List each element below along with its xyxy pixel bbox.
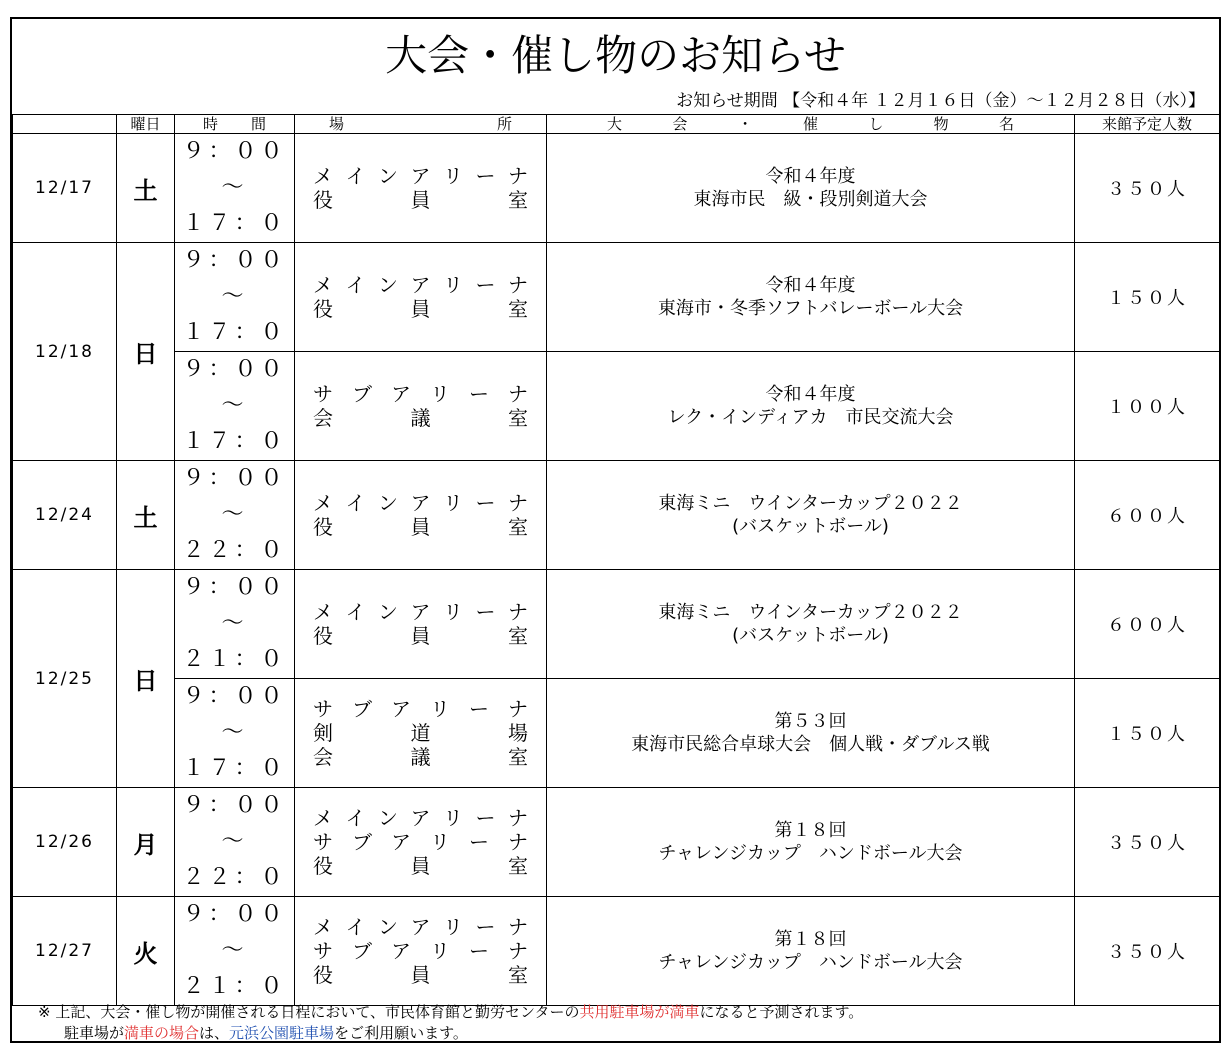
header-time: 時 間 [175,115,295,134]
expected-attendance: ３５０人 [1075,788,1220,897]
place-line: 会 議 室 [313,745,528,769]
place-line: 役 員 室 [313,624,528,648]
place-line: メ イ ン ア リ ー ナ [313,164,528,188]
header-place: 場 所 [295,115,547,134]
place-line: 会 議 室 [313,406,528,430]
event-name-line: 第１８回 [774,820,847,841]
event-place [295,352,547,461]
event-table-body [13,134,1220,1006]
expected-attendance: １５０人 [1075,243,1220,352]
event-date: 12/26 [13,788,117,897]
place-line: 役 員 室 [313,963,528,987]
note-line-1: ※ 上記、大会・催し物が開催される日程において、市民体育館と勤労センターの共用駐車場が満車になると予測されます。 [38,1003,864,1021]
event-place [295,461,547,570]
place-line: サ ブ ア リ ー ナ [313,830,528,854]
event-time [175,461,295,570]
time-end: ２１：０ [182,974,287,999]
expected-attendance: ３５０人 [1075,897,1220,1006]
table-row [13,352,1220,461]
expected-attendance: ６００人 [1075,570,1220,679]
event-name-line: 東海市民 級・段別剣道大会 [693,189,928,210]
event-weekday: 日 [117,570,175,788]
event-date: 12/18 [13,243,117,461]
event-name [547,461,1075,570]
expected-attendance: ６００人 [1075,461,1220,570]
event-name-line: 第５３回 [774,711,847,732]
header-dow: 曜日 [117,115,175,134]
time-end: １７：０ [182,320,287,345]
page-title: 大会・催し物のお知らせ [385,31,846,80]
notice-frame [10,17,1221,1043]
time-separator: 〜 [221,284,248,309]
place-line: 役 員 室 [313,188,528,212]
note-line-2: 駐車場が満車の場合は、元浜公園駐車場をご利用願います。 [64,1024,468,1042]
place-line: メ イ ン ア リ ー ナ [313,806,528,830]
event-date: 12/27 [13,897,117,1006]
expected-attendance: １５０人 [1075,679,1220,788]
header-date [13,115,117,134]
event-time [175,788,295,897]
place-line: サ ブ ア リ ー ナ [313,939,528,963]
parking-notes [38,1002,863,1044]
place-line: メ イ ン ア リ ー ナ [313,491,528,515]
time-end: １７：０ [182,756,287,781]
event-name-line: 第１８回 [774,929,847,950]
event-name-line: (バスケットボール) [732,625,889,646]
event-name [547,134,1075,243]
event-weekday: 土 [117,461,175,570]
event-place [295,134,547,243]
place-line: メ イ ン ア リ ー ナ [313,273,528,297]
event-time [175,570,295,679]
place-line: メ イ ン ア リ ー ナ [313,600,528,624]
time-start: ９：００ [182,575,287,600]
event-name [547,352,1075,461]
time-separator: 〜 [221,393,248,418]
time-end: １７：０ [182,211,287,236]
event-name-line: 東海ミニ ウインターカップ２０２２ [658,602,963,623]
table-row [13,134,1220,243]
time-separator: 〜 [221,502,248,527]
table-row [13,570,1220,679]
event-name [547,570,1075,679]
event-date: 12/17 [13,134,117,243]
event-name-line: 令和４年度 [765,275,856,296]
event-name-line: 令和４年度 [765,384,856,405]
event-name-line: 東海市民総合卓球大会 個人戦・ダブルス戦 [631,734,990,755]
event-time [175,243,295,352]
event-time [175,679,295,788]
time-start: ９：００ [182,793,287,818]
event-weekday: 日 [117,243,175,461]
time-end: ２２：０ [182,538,287,563]
time-end: ２１：０ [182,647,287,672]
time-separator: 〜 [221,720,248,745]
event-date: 12/25 [13,570,117,788]
event-name [547,679,1075,788]
time-start: ９：００ [182,357,287,382]
time-end: １７：０ [182,429,287,454]
place-line: 剣 道 場 [313,721,528,745]
event-time [175,352,295,461]
time-start: ９：００ [182,248,287,273]
event-name [547,897,1075,1006]
event-name-line: 令和４年度 [765,166,856,187]
event-name [547,243,1075,352]
place-line: 役 員 室 [313,297,528,321]
table-row [13,788,1220,897]
event-date: 12/24 [13,461,117,570]
header-event: 大 会 ・ 催 し 物 名 [547,115,1075,134]
time-separator: 〜 [221,611,248,636]
event-table [12,114,1220,1006]
time-separator: 〜 [221,938,248,963]
event-weekday: 月 [117,788,175,897]
event-name-line: レク・インディアカ 市民交流大会 [667,407,954,428]
time-start: ９：００ [182,902,287,927]
event-name-line: (バスケットボール) [732,516,889,537]
table-row [13,897,1220,1006]
event-name-line: 東海ミニ ウインターカップ２０２２ [658,493,963,514]
event-place [295,679,547,788]
notice-period: お知らせ期間 【令和４年 １２月１６日（金）～１２月２８日（水）】 [676,91,1205,111]
event-name-line: チャレンジカップ ハンドボール大会 [658,843,963,864]
event-place [295,788,547,897]
event-weekday: 火 [117,897,175,1006]
expected-attendance: １００人 [1075,352,1220,461]
table-row [13,461,1220,570]
event-time [175,134,295,243]
event-name-line: チャレンジカップ ハンドボール大会 [658,952,963,973]
place-line: メ イ ン ア リ ー ナ [313,915,528,939]
event-time [175,897,295,1006]
expected-attendance: ３５０人 [1075,134,1220,243]
event-name-line: 東海市・冬季ソフトバレーボール大会 [657,298,964,319]
time-separator: 〜 [221,175,248,200]
time-separator: 〜 [221,829,248,854]
time-start: ９：００ [182,139,287,164]
event-name [547,788,1075,897]
time-end: ２２：０ [182,865,287,890]
event-place [295,570,547,679]
time-start: ９：００ [182,684,287,709]
place-line: 役 員 室 [313,854,528,878]
event-weekday: 土 [117,134,175,243]
table-row [13,243,1220,352]
place-line: サ ブ ア リ ー ナ [313,697,528,721]
header-row [13,115,1220,134]
place-line: 役 員 室 [313,515,528,539]
table-row [13,679,1220,788]
time-start: ９：００ [182,466,287,491]
header-count: 来館予定人数 [1075,115,1220,134]
event-place [295,897,547,1006]
event-place [295,243,547,352]
place-line: サ ブ ア リ ー ナ [313,382,528,406]
